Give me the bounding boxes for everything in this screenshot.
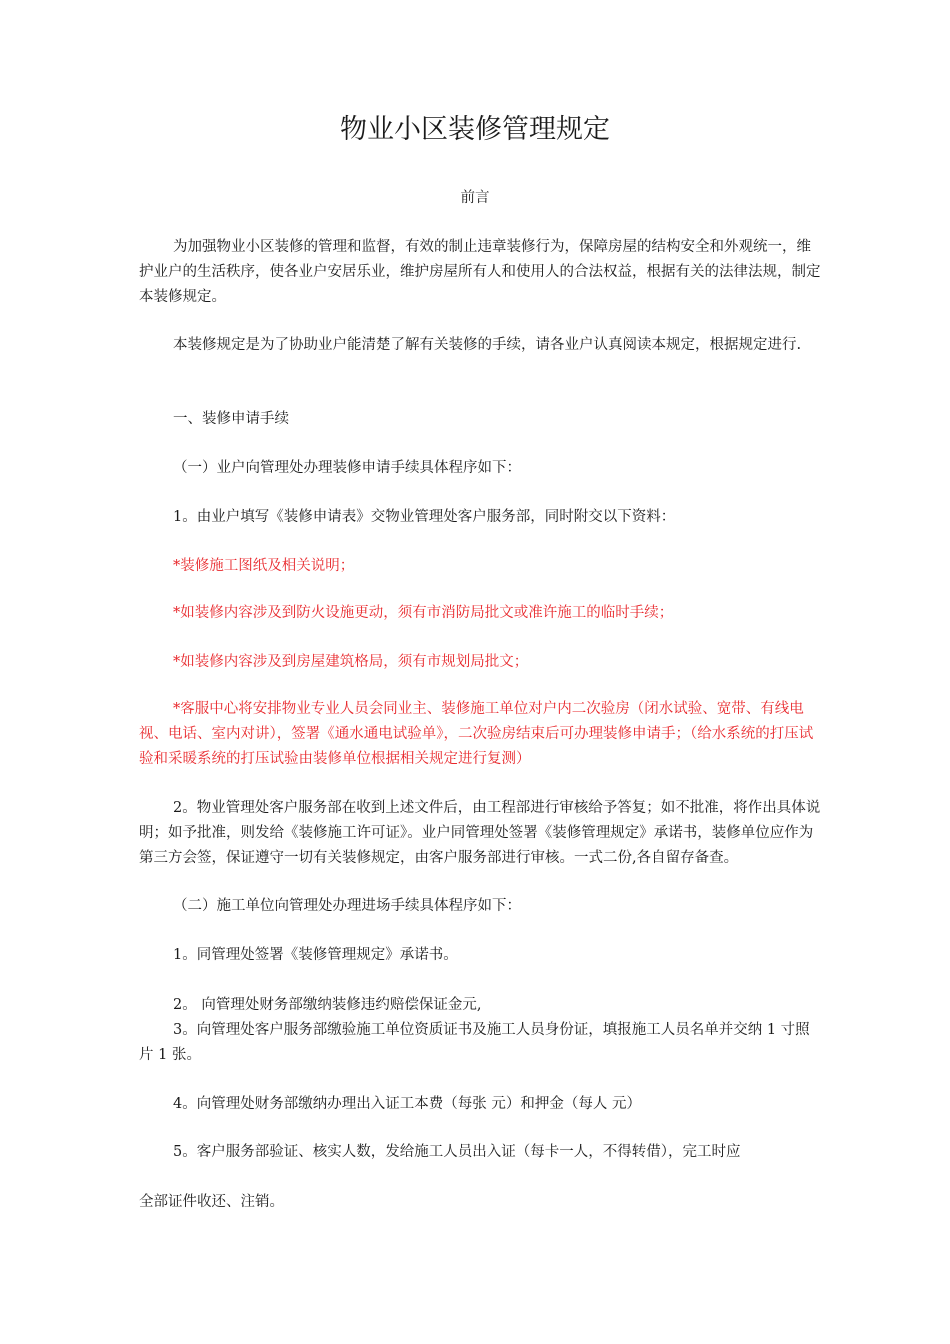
document-title: 物业小区装修管理规定	[340, 114, 610, 145]
item-2-1: 1。同管理处签署《装修管理规定》承诺书。	[173, 947, 458, 963]
intro-paragraph-2: 本装修规定是为了协助业户能清楚了解有关装修的手续，请各业户认真阅读本规定，根据规定进行.	[173, 337, 802, 353]
item-2-4: 4。向管理处财务部缴纳办理出入证工本费（每张 元）和押金（每人 元）	[173, 1096, 641, 1112]
required-doc-item-4: *客服中心将安排物业专业人员会同业主、装修施工单位对户内二次验房（闭水试验、宽带、有线电视、电话、室内对讲），签署《通水通电试验单》，二次验房结束后可办理装修申请手；（给水系统的打压试验和采暖系统的打压试验由装修单位根据相关规定进行复测）	[139, 701, 814, 767]
preface-heading: 前言	[460, 190, 490, 206]
item-2-2: 2。 向管理处财务部缴纳装修违约赔偿保证金元,	[173, 997, 482, 1013]
required-doc-item-1: *装修施工图纸及相关说明；	[173, 558, 355, 574]
intro-paragraph-1: 为加强物业小区装修的管理和监督，有效的制止违章装修行为，保障房屋的结构安全和外观统一，维护业户的生活秩序，使各业户安居乐业，维护房屋所有人和使用人的合法权益，根据有关的法律法规，制定本装修规定。	[139, 239, 821, 305]
item-2-5-continuation: 全部证件收还、注销。	[139, 1194, 284, 1210]
subsection-2-heading: （二）施工单位向管理处办理进场手续具体程序如下：	[173, 898, 521, 914]
item-1-1: 1。由业户填写《装修申请表》交物业管理处客户服务部，同时附交以下资料：	[173, 509, 676, 525]
required-doc-item-3: *如装修内容涉及到房屋建筑格局，须有市规划局批文；	[173, 654, 529, 670]
required-doc-item-2: *如装修内容涉及到防火设施更动，须有市消防局批文或准许施工的临时手续；	[173, 605, 674, 621]
item-2-5: 5。客户服务部验证、核实人数，发给施工人员出入证（每卡一人，不得转借），完工时应	[173, 1144, 741, 1160]
item-1-2: 2。物业管理处客户服务部在收到上述文件后，由工程部进行审核给予答复；如不批准，将作出具体说明；如予批准，则发给《装修施工许可证》。业户同管理处签署《装修管理规定》承诺书，装修单位应作为第三方会签，保证遵守一切有关装修规定，由客户服务部进行审核。一式二份,各自留存备查。	[139, 800, 821, 866]
subsection-1-heading: （一）业户向管理处办理装修申请手续具体程序如下：	[173, 460, 521, 476]
section-1-heading: 一、装修申请手续	[173, 411, 289, 427]
item-2-3: 3。向管理处客户服务部缴验施工单位资质证书及施工人员身份证，填报施工人员名单并交纳 1 寸照片 1 张。	[139, 1022, 810, 1063]
